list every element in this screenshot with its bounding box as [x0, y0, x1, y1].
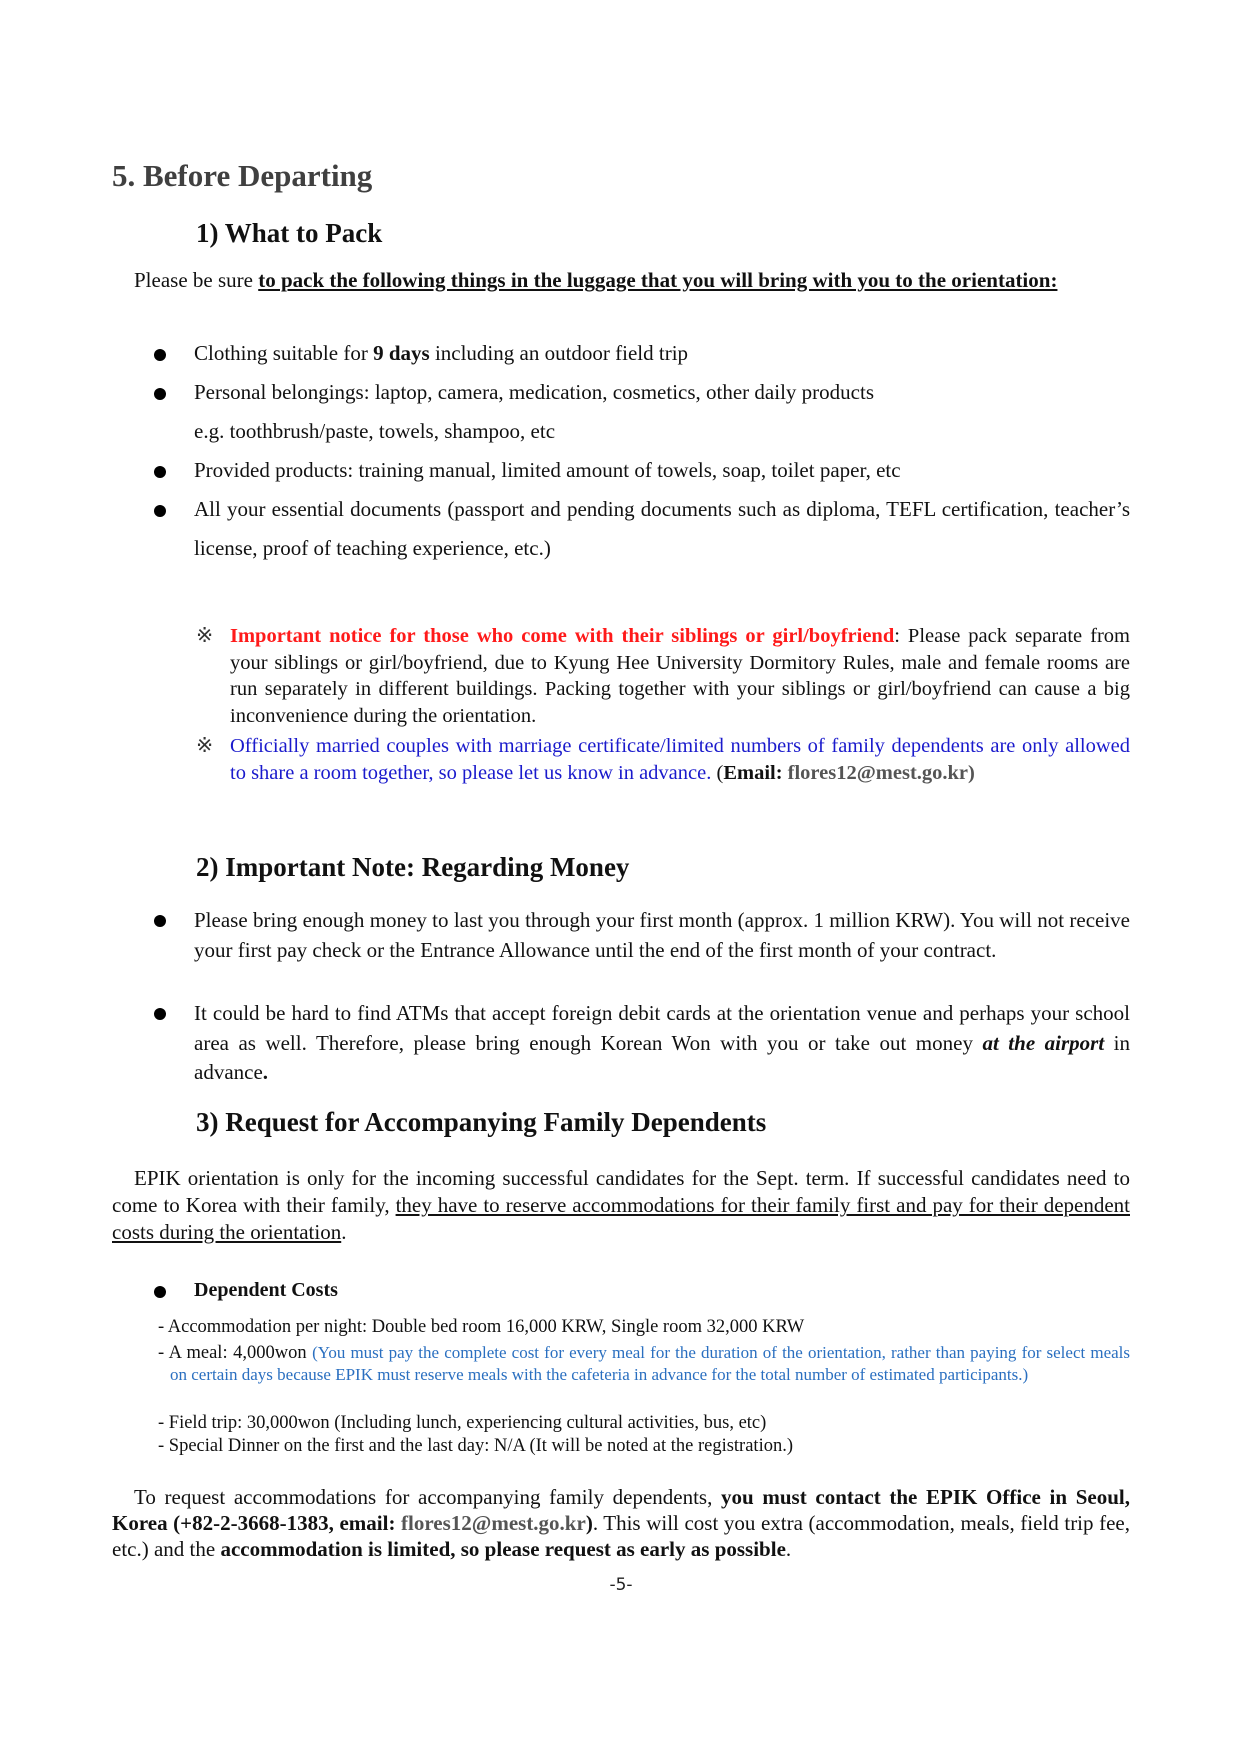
family-intro-end: . [341, 1220, 347, 1244]
item-emphasis: at the airport [982, 1030, 1105, 1055]
email-link[interactable]: flores12@mest.go.kr [401, 1511, 586, 1535]
cost-field-trip [158, 1412, 1130, 1434]
pack-item [154, 496, 1130, 568]
pack-item [154, 457, 1130, 484]
cost-meal-note: (You must pay the complete cost for every meal for the duration of the orientation, rather than paying for select meals on certain days because EPIK must reserve meals with the cafeteria in advance for the total number of estimated participants.) [170, 1343, 1130, 1384]
section-title: 5. Before Departing [112, 158, 373, 193]
pack-item [154, 340, 1130, 367]
bullet-icon [154, 1286, 166, 1298]
bullet-icon [154, 388, 166, 400]
cost-text: - Accommodation per night: Double bed room 16,000 KRW, Single room 32,000 KRW [158, 1317, 805, 1337]
cost-text: - A meal: 4,000won [158, 1343, 313, 1363]
family-intro [112, 1165, 1130, 1246]
item-subtext: e.g. toothbrush/paste, towels, shampoo, etc [194, 419, 556, 443]
costs-title-text: Dependent Costs [194, 1279, 338, 1301]
closing-bold: accommodation is limited, so please request as early as possible [220, 1537, 786, 1561]
pack-intro-plain: Please be sure [134, 268, 259, 292]
closing-bold: ) [585, 1511, 593, 1535]
money-item [154, 999, 1130, 1088]
closing-bold: you must contact the EPIK Office in Seoul, Korea (+82-2-3668-1383, email: [112, 1485, 1130, 1535]
cost-text: - Special Dinner on the first and the last day: N/A (It will be noted at the registration.) [158, 1436, 793, 1456]
pack-intro [112, 267, 1130, 294]
email-label: Email: [723, 761, 783, 784]
closing-text: . [785, 1537, 792, 1561]
item-end: . [262, 1060, 269, 1084]
notice-paren: ( [711, 761, 724, 784]
item-text: Provided products: training manual, limited amount of towels, soap, toilet paper, etc [194, 458, 901, 482]
item-bold: 9 days [373, 341, 430, 365]
money-item [154, 906, 1130, 965]
cost-accommodation [158, 1316, 1130, 1338]
item-text: All your essential documents (passport and pending documents such as diploma, TEFL certification, teacher’s license, proof of teaching experience, etc.) [194, 497, 1130, 560]
pack-item [154, 379, 1130, 445]
family-closing [112, 1484, 1130, 1562]
closing-text: . This will cost you extra (accommodation, meals, field trip fee, etc.) and the [112, 1511, 1130, 1561]
cost-text: - Field trip: 30,000won (Including lunch, experiencing cultural activities, bus, etc) [158, 1413, 767, 1433]
cost-special-dinner [158, 1435, 1130, 1457]
bullet-icon [154, 1008, 166, 1020]
pack-intro-emphasis: to pack the following things in the luggage that you will bring with you to the orientation: [258, 268, 1058, 292]
reference-mark-icon: ※ [196, 735, 214, 757]
notice-red-text: Important notice for those who come with their siblings or girl/boyfriend [230, 625, 895, 647]
dependent-costs-title [154, 1277, 1130, 1304]
page-number: -5- [609, 1575, 633, 1595]
family-intro-underline: they have to reserve accommodations for their family first and pay for their dependent costs during the orientation [112, 1193, 1130, 1244]
cost-meal [158, 1342, 1130, 1386]
item-text: Clothing suitable for [194, 341, 374, 365]
family-heading: 3) Request for Accompanying Family Dependents [196, 1107, 767, 1137]
bullet-icon [154, 915, 166, 927]
bullet-icon [154, 505, 166, 517]
reference-mark-icon: ※ [196, 625, 214, 647]
item-text: in advance [194, 1030, 1130, 1084]
bullet-icon [154, 349, 166, 361]
notice-siblings [196, 623, 1130, 729]
email-link[interactable]: flores12@mest.go.kr) [787, 761, 975, 784]
item-text: including an outdoor field trip [429, 341, 689, 365]
family-intro-plain: EPIK orientation is only for the incoming successful candidates for the Sept. term. If successful candidates need to come to Korea with their family, [112, 1166, 1130, 1217]
notice-married [196, 733, 1130, 786]
notice-blue-text: Officially married couples with marriage certificate/limited numbers of family dependents are only allowed to share a room together, so please let us know in advance. [230, 735, 1130, 784]
pack-heading: 1) What to Pack [196, 218, 383, 248]
item-text: It could be hard to find ATMs that accept foreign debit cards at the orientation venue and perhaps your school area as well. Therefore, please bring enough Korean Won with you or take out money [194, 1001, 1130, 1055]
item-text: Please bring enough money to last you through your first month (approx. 1 million KRW). You will not receive your first pay check or the Entrance Allowance until the end of the first month of your contract. [194, 908, 1130, 962]
item-text: Personal belongings: laptop, camera, medication, cosmetics, other daily products [194, 380, 874, 404]
bullet-icon [154, 466, 166, 478]
money-heading: 2) Important Note: Regarding Money [196, 852, 630, 882]
closing-text: To request accommodations for accompanying family dependents, [134, 1485, 722, 1509]
notice-text: : Please pack separate from your siblings or girl/boyfriend, due to Kyung Hee University Dormitory Rules, male and female rooms are run separately in different buildings. Packing together with your siblings or girl/boyfriend can cause a big inconvenience during the orientation. [230, 625, 1130, 727]
